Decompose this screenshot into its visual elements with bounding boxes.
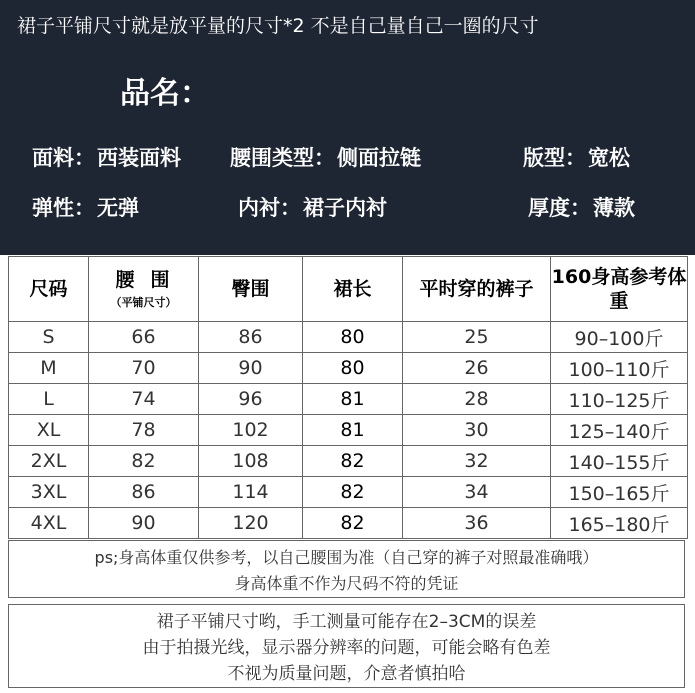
- spec-waist-type: [230, 143, 421, 173]
- spec-elasticity-label: 弹性：: [32, 196, 95, 220]
- cell-weight: 90–100斤: [551, 322, 688, 353]
- cell-waist: 66: [89, 322, 199, 353]
- cell-weight: 100–110斤: [551, 353, 688, 384]
- cell-weight: 125–140斤: [551, 415, 688, 446]
- cell-hip: 102: [199, 415, 303, 446]
- cell-waist: 90: [89, 508, 199, 539]
- table-row: [9, 477, 688, 508]
- cell-size: 2XL: [9, 446, 89, 477]
- header-pants: 平时穿的裤子: [403, 257, 551, 322]
- cell-hip: 86: [199, 322, 303, 353]
- header-waist-note: （平铺尺寸）: [110, 296, 177, 309]
- cell-weight: 110–125斤: [551, 384, 688, 415]
- cell-weight: 140–155斤: [551, 446, 688, 477]
- cell-waist: 70: [89, 353, 199, 384]
- spec-fabric: [32, 143, 181, 173]
- cell-size: 4XL: [9, 508, 89, 539]
- spec-lining-label: 内衬：: [238, 196, 301, 220]
- cell-pants: 25: [403, 322, 551, 353]
- spec-waist-type-value: 侧面拉链: [337, 146, 421, 170]
- cell-size: 3XL: [9, 477, 89, 508]
- size-table-header: [9, 257, 688, 322]
- cell-pants: 36: [403, 508, 551, 539]
- product-info-header: [0, 0, 695, 255]
- spec-thickness-label: 厚度：: [528, 196, 591, 220]
- cell-length: 82: [303, 446, 403, 477]
- cell-length: 81: [303, 415, 403, 446]
- spec-lining: [238, 193, 387, 223]
- spec-elasticity: [32, 193, 139, 223]
- spec-fit-label: 版型：: [523, 146, 586, 170]
- cell-hip: 90: [199, 353, 303, 384]
- cell-hip: 114: [199, 477, 303, 508]
- spec-fit-value: 宽松: [588, 146, 630, 170]
- spec-lining-value: 裙子内衬: [303, 196, 387, 220]
- table-row: [9, 508, 688, 539]
- cell-hip: 108: [199, 446, 303, 477]
- header-waist: [89, 257, 199, 322]
- cell-pants: 26: [403, 353, 551, 384]
- cell-hip: 96: [199, 384, 303, 415]
- cell-size: L: [9, 384, 89, 415]
- table-row: [9, 415, 688, 446]
- table-row: [9, 384, 688, 415]
- table-row: [9, 446, 688, 477]
- disclaimer-box: [8, 604, 685, 688]
- table-row: [9, 322, 688, 353]
- header-weight: 160身高参考体重: [551, 257, 688, 322]
- spec-fabric-value: 西装面料: [97, 146, 181, 170]
- header-hip: 臀围: [199, 257, 303, 322]
- cell-waist: 86: [89, 477, 199, 508]
- size-table: [8, 256, 688, 539]
- cell-weight: 150–165斤: [551, 477, 688, 508]
- spec-thickness: [528, 193, 635, 223]
- cell-waist: 78: [89, 415, 199, 446]
- header-length: 裙长: [303, 257, 403, 322]
- cell-size: M: [9, 353, 89, 384]
- spec-thickness-value: 薄款: [593, 196, 635, 220]
- cell-waist: 82: [89, 446, 199, 477]
- header-size: 尺码: [9, 257, 89, 322]
- disclaimer-line: 由于拍摄光线，显示器分辨率的问题，可能会略有色差: [142, 638, 551, 658]
- cell-size: S: [9, 322, 89, 353]
- reference-note-line: 身高体重不作为尺码不符的凭证: [234, 574, 459, 593]
- cell-length: 80: [303, 353, 403, 384]
- header-waist-label: 腰围: [115, 269, 186, 291]
- cell-pants: 32: [403, 446, 551, 477]
- measurement-notice: 裙子平铺尺寸就是放平量的尺寸*2 不是自己量自己一圈的尺寸: [17, 15, 539, 37]
- cell-pants: 28: [403, 384, 551, 415]
- spec-fabric-label: 面料：: [32, 146, 95, 170]
- cell-weight: 165–180斤: [551, 508, 688, 539]
- reference-note-box: [8, 540, 685, 598]
- spec-elasticity-value: 无弹: [97, 196, 139, 220]
- cell-length: 80: [303, 322, 403, 353]
- spec-waist-type-label: 腰围类型：: [230, 146, 335, 170]
- product-name-label: 品名：: [120, 76, 210, 111]
- cell-waist: 74: [89, 384, 199, 415]
- cell-size: XL: [9, 415, 89, 446]
- cell-hip: 120: [199, 508, 303, 539]
- disclaimer-line: 不视为质量问题，介意者慎拍哈: [227, 664, 466, 684]
- cell-length: 82: [303, 508, 403, 539]
- table-row: [9, 353, 688, 384]
- reference-note-line: ps;身高体重仅供参考，以自己腰围为准（自己穿的裤子对照最准确哦）: [94, 548, 599, 567]
- disclaimer-line: 裙子平铺尺寸哟，手工测量可能存在2–3CM的误差: [156, 612, 537, 632]
- cell-pants: 30: [403, 415, 551, 446]
- spec-fit: [523, 143, 630, 173]
- cell-length: 81: [303, 384, 403, 415]
- cell-length: 82: [303, 477, 403, 508]
- cell-pants: 34: [403, 477, 551, 508]
